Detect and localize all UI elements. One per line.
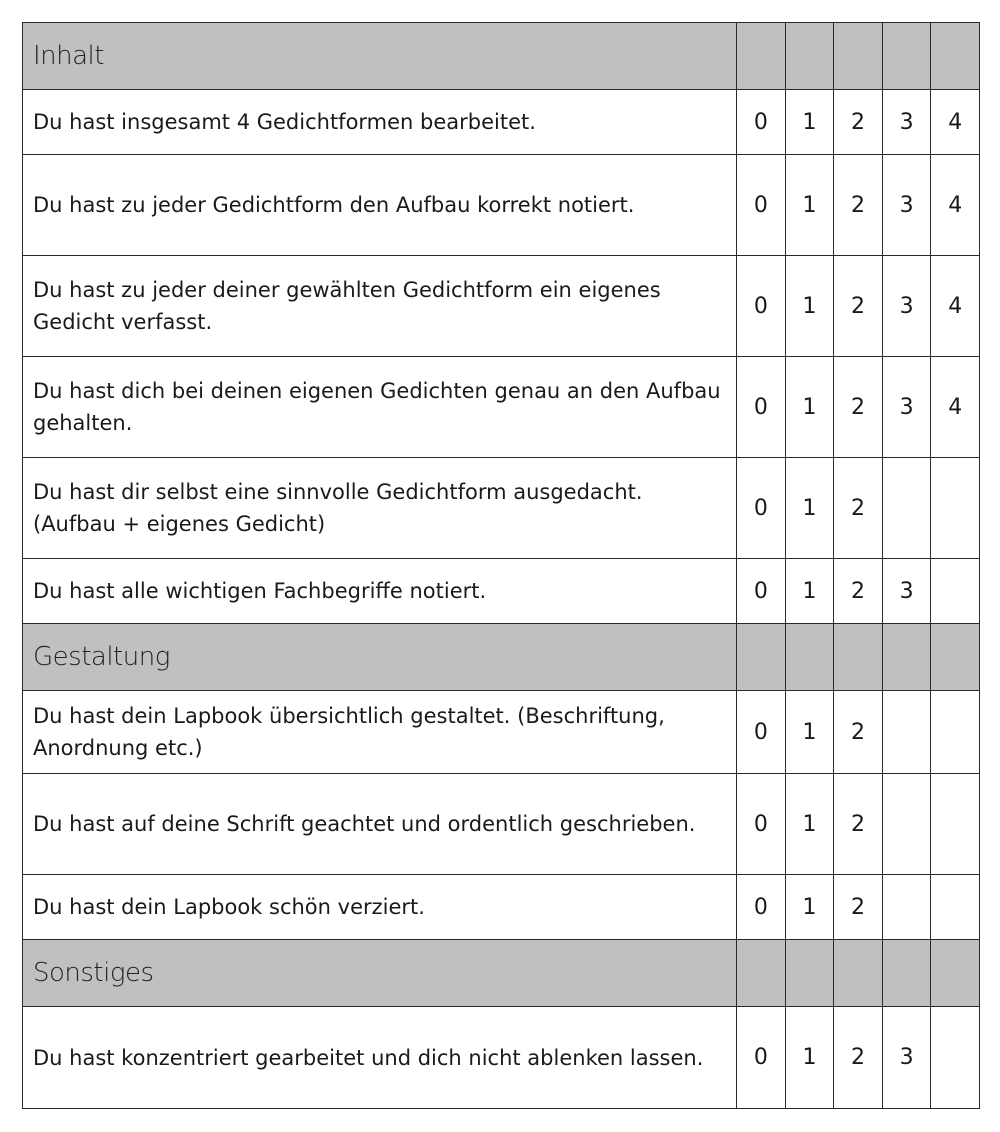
- score-cell: 0: [737, 774, 786, 875]
- score-cell: 4: [931, 256, 980, 357]
- table-row: [23, 155, 980, 256]
- score-cell: 2: [834, 256, 883, 357]
- score-cell: 1: [785, 256, 834, 357]
- score-cell: 0: [737, 691, 786, 774]
- score-cell: [882, 691, 931, 774]
- score-cell: [931, 458, 980, 559]
- score-cell: [931, 559, 980, 624]
- score-cell: 4: [931, 357, 980, 458]
- criterion-text: Du hast zu jeder deiner gewählten Gedichtform ein eigenes Gedicht verfasst.: [23, 256, 737, 357]
- score-cell: 0: [737, 155, 786, 256]
- score-cell: 2: [834, 691, 883, 774]
- score-cell: 0: [737, 357, 786, 458]
- criterion-text: Du hast dein Lapbook übersichtlich gestaltet. (Beschriftung, Anordnung etc.): [23, 691, 737, 774]
- score-cell: 0: [737, 1007, 786, 1109]
- score-cell: 2: [834, 458, 883, 559]
- table-row: [23, 256, 980, 357]
- score-cell: [931, 691, 980, 774]
- score-cell: 2: [834, 357, 883, 458]
- score-cell: [931, 875, 980, 940]
- score-cell: 1: [785, 1007, 834, 1109]
- table-row: [23, 691, 980, 774]
- score-cell: 0: [737, 559, 786, 624]
- criterion-text: Du hast auf deine Schrift geachtet und ordentlich geschrieben.: [23, 774, 737, 875]
- score-cell: 2: [834, 774, 883, 875]
- section-header-gestaltung: [23, 624, 980, 691]
- section-title: Inhalt: [23, 23, 737, 90]
- score-cell: 1: [785, 875, 834, 940]
- section-title: Gestaltung: [23, 624, 737, 691]
- table-row: [23, 1007, 980, 1109]
- criterion-text: Du hast zu jeder Gedichtform den Aufbau korrekt notiert.: [23, 155, 737, 256]
- table-row: [23, 875, 980, 940]
- score-cell: 1: [785, 90, 834, 155]
- criterion-text: Du hast dir selbst eine sinnvolle Gedichtform ausgedacht. (Aufbau + eigenes Gedicht): [23, 458, 737, 559]
- score-cell: 2: [834, 875, 883, 940]
- section-header-inhalt: [23, 23, 980, 90]
- table-row: [23, 458, 980, 559]
- score-cell: 2: [834, 559, 883, 624]
- score-cell: 1: [785, 155, 834, 256]
- table-row: [23, 357, 980, 458]
- score-cell: 3: [882, 256, 931, 357]
- score-cell: 1: [785, 691, 834, 774]
- section-title: Sonstiges: [23, 940, 737, 1007]
- score-cell: 1: [785, 357, 834, 458]
- score-cell: 3: [882, 90, 931, 155]
- score-cell: 3: [882, 1007, 931, 1109]
- score-cell: 2: [834, 90, 883, 155]
- score-cell: 0: [737, 256, 786, 357]
- score-cell: [931, 774, 980, 875]
- score-cell: 3: [882, 559, 931, 624]
- rubric-table: [22, 22, 980, 1109]
- score-cell: 4: [931, 155, 980, 256]
- score-cell: 1: [785, 559, 834, 624]
- score-cell: 3: [882, 357, 931, 458]
- score-cell: 0: [737, 90, 786, 155]
- criterion-text: Du hast konzentriert gearbeitet und dich nicht ablenken lassen.: [23, 1007, 737, 1109]
- criterion-text: Du hast dich bei deinen eigenen Gedichten genau an den Aufbau gehalten.: [23, 357, 737, 458]
- table-row: [23, 559, 980, 624]
- criterion-text: Du hast alle wichtigen Fachbegriffe notiert.: [23, 559, 737, 624]
- score-cell: 2: [834, 155, 883, 256]
- criterion-text: Du hast dein Lapbook schön verziert.: [23, 875, 737, 940]
- score-cell: [882, 458, 931, 559]
- criterion-text: Du hast insgesamt 4 Gedichtformen bearbeitet.: [23, 90, 737, 155]
- section-header-sonstiges: [23, 940, 980, 1007]
- score-cell: 1: [785, 774, 834, 875]
- score-cell: [931, 1007, 980, 1109]
- score-cell: 1: [785, 458, 834, 559]
- table-row: [23, 90, 980, 155]
- table-row: [23, 774, 980, 875]
- score-cell: [882, 875, 931, 940]
- score-cell: 0: [737, 458, 786, 559]
- score-cell: 4: [931, 90, 980, 155]
- score-cell: 3: [882, 155, 931, 256]
- score-cell: 0: [737, 875, 786, 940]
- score-cell: [882, 774, 931, 875]
- score-cell: 2: [834, 1007, 883, 1109]
